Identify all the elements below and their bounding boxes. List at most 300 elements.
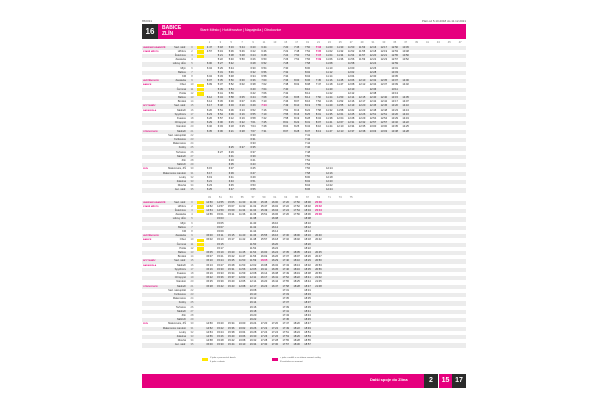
trip-number: 23	[327, 41, 331, 44]
departure-time: 6:34	[250, 75, 256, 78]
departure-time: 6:37	[228, 167, 234, 171]
departure-time: 6:55	[250, 188, 256, 192]
departure-time: 11:36	[238, 213, 246, 217]
departure-time: 5:37	[217, 83, 223, 87]
departure-time: 15:47	[260, 204, 268, 208]
departure-time: 17:30	[260, 343, 268, 347]
departure-time: 6:22	[239, 121, 245, 125]
departure-time: 12:15	[358, 96, 366, 99]
stop-name: Babice	[178, 225, 186, 229]
stop-name: Hřbitov	[177, 204, 186, 208]
departure-time: 17:24	[282, 209, 289, 212]
departure-time: 16:04	[238, 330, 246, 334]
departure-time: 14:56	[206, 335, 213, 338]
stop-km: 14	[190, 100, 194, 104]
departure-time: 15:30	[217, 267, 224, 271]
stop-km: 20	[190, 280, 194, 284]
departure-time: 21:08	[315, 284, 322, 288]
line-header	[142, 24, 466, 39]
trip-number: 1	[208, 41, 211, 44]
departure-time: 16:20	[271, 242, 279, 246]
departure-time: 12:57	[369, 121, 377, 125]
departure-time: 16:05	[260, 259, 268, 263]
departure-time: 18:22	[293, 326, 300, 330]
departure-time: 18:55	[304, 339, 311, 343]
departure-time: 18:45	[304, 318, 311, 322]
departure-time: 15:44	[227, 343, 235, 347]
stop-km: 33	[190, 180, 194, 183]
departure-time: 7:44	[283, 96, 289, 99]
departure-time: 15:00	[206, 234, 213, 238]
departure-time: 12:55	[391, 54, 398, 57]
connecting-line-badge[interactable]: 17	[452, 374, 466, 388]
departure-time: 11:44	[249, 230, 257, 233]
departure-time: 6:15	[228, 121, 234, 125]
departure-time: 17:28	[260, 339, 268, 343]
departure-time: 18:35	[304, 297, 311, 301]
departure-time: 13:50	[402, 54, 409, 57]
departure-time: 16:20	[260, 280, 268, 284]
departure-time: 8:07	[315, 121, 321, 125]
departure-time: 18:28	[293, 339, 300, 343]
departure-time: 14:57	[217, 204, 224, 208]
stop-name: Chropyně	[174, 121, 186, 125]
departure-time: 12:20	[326, 180, 333, 183]
departure-time: 16:47	[271, 284, 279, 288]
departure-time: 18:00	[293, 234, 300, 238]
stop-km: 31	[190, 326, 194, 330]
stop-km: 25	[190, 146, 194, 150]
departure-time: 12:57	[391, 58, 398, 62]
departure-time: 18:25	[293, 280, 300, 284]
departure-time: 15:42	[217, 284, 224, 288]
departure-time: 13:01	[391, 66, 398, 70]
departure-time: 12:53	[391, 49, 398, 53]
trip-number: 43	[436, 41, 440, 44]
note-line: X jede v pracovních dnech	[210, 357, 236, 359]
departure-time: 14:58	[206, 339, 213, 343]
departure-time: 15:21	[217, 255, 224, 259]
departure-time: 15:51	[260, 213, 268, 217]
departure-time: 17:49	[282, 326, 289, 330]
departure-time: 11:54	[249, 251, 257, 254]
departure-time: 18:16	[304, 234, 311, 238]
trip-number: 69	[317, 196, 320, 199]
departure-time: 6:39	[250, 154, 256, 158]
zone-label: ZLÍN	[143, 168, 148, 171]
departure-time: 6:07	[239, 100, 245, 104]
departure-time: 5:21	[217, 54, 223, 57]
departure-time: 18:18	[304, 238, 311, 242]
departure-time: 5:48	[228, 75, 234, 78]
departure-time: 17:24	[271, 330, 279, 334]
departure-time: 13:35	[391, 125, 398, 129]
departure-time: 7:46	[305, 146, 311, 150]
departure-time: 17:53	[282, 335, 289, 338]
departure-time: 16:30	[249, 335, 257, 338]
departure-time: 11:50	[347, 45, 355, 49]
departure-time: 12:08	[238, 284, 246, 288]
stop-name: Nádraží	[176, 154, 186, 158]
stop-km: 2	[191, 204, 193, 208]
departure-time: 12:14	[347, 96, 355, 99]
departure-time: 17:57	[282, 343, 289, 347]
trip-number: 5	[230, 41, 232, 44]
departure-time: 5:44	[239, 45, 245, 49]
departure-time: 6:35	[228, 163, 234, 167]
departure-time: 14:10	[402, 104, 409, 108]
stop-name: Zlín	[181, 159, 186, 162]
departure-time: 11:59	[249, 259, 257, 263]
departure-time: 13:15	[391, 96, 398, 99]
connecting-line-badge[interactable]: 15	[438, 374, 452, 388]
departure-time: 17:28	[271, 339, 279, 343]
departure-time: 17:22	[282, 204, 289, 208]
departure-time: 6:31	[250, 138, 256, 141]
departure-time: 11:50	[249, 242, 257, 246]
departure-time: 11:10	[326, 66, 333, 70]
zone-label: BABICE	[143, 239, 152, 242]
stop-km: 6	[191, 66, 193, 70]
departure-time: 7:04	[261, 87, 267, 91]
departure-time: 17:43	[282, 314, 289, 317]
departure-time: 11:34	[249, 209, 257, 212]
departure-time: 6:25	[206, 188, 212, 192]
departure-time: 16:11	[260, 267, 268, 271]
trip-number: 33	[382, 41, 386, 44]
connecting-line-badge[interactable]: 2	[424, 374, 438, 388]
departure-time: 12:02	[238, 276, 246, 280]
departure-time: 18:05	[293, 251, 300, 254]
departure-time: 15:57	[260, 238, 268, 242]
departure-time: 12:40	[380, 96, 388, 99]
departure-time: 12:20	[369, 54, 377, 57]
departure-time: 8:10	[315, 125, 321, 129]
departure-time: 11:30	[337, 45, 344, 49]
departure-time: 18:20	[293, 322, 300, 326]
departure-time: 13:00	[369, 125, 377, 129]
departure-time: 12:10	[358, 79, 366, 83]
stop-name: Brodek	[177, 100, 186, 104]
departure-time: 18:47	[304, 322, 311, 326]
stop-km: 28	[190, 314, 194, 317]
departure-time: 12:38	[369, 91, 377, 95]
departure-time: 17:26	[271, 335, 279, 338]
stop-km: 14	[190, 255, 194, 259]
departure-time: 7:54	[305, 163, 311, 167]
trip-number: 3	[219, 41, 222, 44]
zone-label: UHERSKÉ HRADIŠTĚ	[143, 201, 166, 204]
departure-time: 6:54	[261, 66, 267, 70]
departure-time: 6:35	[206, 129, 212, 133]
departure-time: 12:28	[347, 117, 355, 120]
departure-time: 16:38	[271, 272, 279, 275]
departure-time: 12:08	[249, 272, 257, 275]
departure-time: 16:00	[238, 322, 246, 326]
departure-time: 6:29	[228, 150, 234, 154]
stop-name: Čermná	[176, 87, 186, 91]
departure-time: 8:19	[294, 117, 300, 120]
departure-time: 6:27	[239, 146, 245, 150]
stop-km: 34	[190, 184, 194, 188]
stop-name: Malenovice náměstí	[162, 171, 186, 175]
departure-time: 18:07	[293, 255, 300, 259]
departure-time: 13:11	[391, 87, 398, 91]
stop-name: Aut. nádr.	[174, 343, 186, 347]
departure-time: 18:13	[293, 263, 300, 267]
departure-time: 17:37	[282, 255, 289, 259]
departure-time: 7:41	[305, 133, 311, 137]
stop-name: Kvasice	[176, 117, 186, 120]
departure-time: 15:07	[206, 255, 213, 259]
departure-time: 7:46	[283, 100, 289, 104]
departure-time: 12:17	[358, 100, 366, 104]
stop-name: Nádraží	[176, 129, 186, 133]
departure-time: 11:56	[249, 255, 257, 259]
departure-time: 20:56	[315, 267, 322, 271]
departure-time: 15:55	[260, 234, 268, 238]
departure-time: 8:31	[305, 121, 311, 125]
departure-time: 18:33	[304, 293, 311, 296]
departure-time: 12:04	[336, 117, 344, 120]
departure-time: 18:28	[293, 284, 300, 288]
stop-name: Železnice	[174, 209, 186, 212]
stop-name: Louky	[179, 330, 186, 334]
departure-time: 17:52	[293, 204, 300, 208]
departure-time: 5:36	[228, 49, 234, 53]
departure-time: 6:00	[206, 62, 212, 66]
departure-time: 16:06	[271, 213, 279, 217]
departure-time: 6:29	[206, 121, 212, 125]
trip-number: 65	[295, 196, 299, 199]
departure-time: 11:46	[249, 234, 257, 238]
departure-time: 21:02	[315, 276, 322, 280]
departure-time: 6:43	[228, 180, 234, 183]
departure-time: 7:42	[283, 91, 289, 95]
departure-time: 8:28	[294, 129, 300, 133]
departure-time: 18:41	[304, 276, 311, 280]
departure-time: 11:16	[326, 79, 333, 83]
departure-time: 11:00	[326, 45, 333, 49]
departure-time: 16:08	[238, 339, 246, 343]
departure-time: 6:41	[228, 175, 234, 179]
departure-time: 15:19	[206, 272, 213, 275]
departure-time: 5:41	[217, 91, 223, 95]
zone-label: STARÉ MĚSTO	[143, 50, 159, 53]
departure-time: 11:56	[238, 267, 246, 271]
stop-name: Babice	[178, 96, 186, 99]
stop-km: 33	[190, 335, 194, 338]
validity-text: Platí od 5.10.2018 do 11.12.2021	[421, 19, 466, 23]
departure-time: 12:35	[380, 79, 388, 83]
departure-time: 11:58	[337, 108, 344, 112]
departure-time: 13:03	[380, 129, 388, 133]
departure-time: 13:52	[402, 58, 409, 62]
departure-time: 5:48	[217, 104, 223, 108]
stop-km: 0	[191, 200, 193, 204]
departure-time: 12:12	[347, 91, 355, 95]
departure-time: 14:54	[206, 209, 213, 212]
departure-time: 11:02	[326, 49, 333, 53]
departure-time: 4:57	[206, 49, 212, 53]
stop-km: 18	[190, 117, 194, 120]
departure-time: 7:52	[305, 159, 311, 162]
departure-time: 17:35	[282, 297, 289, 301]
departure-time: 12:51	[380, 112, 388, 116]
departure-time: 12:16	[326, 171, 333, 175]
departure-time: 12:10	[347, 87, 355, 91]
departure-time: 8:14	[305, 96, 311, 99]
departure-time: 11:45	[337, 79, 344, 83]
departure-time: 5:33	[228, 45, 234, 49]
departure-time: 8:00	[294, 79, 300, 83]
departure-time: 7:32	[283, 70, 289, 74]
departure-time: 14:25	[402, 125, 409, 129]
departure-time: 16:16	[271, 234, 279, 238]
departure-time: 6:52	[261, 62, 267, 66]
departure-time: 16:18	[271, 238, 279, 242]
departure-time: 11:47	[337, 83, 344, 87]
departure-time: 12:29	[358, 117, 366, 120]
departure-time: 7:07	[250, 129, 256, 133]
departure-time: 12:21	[380, 54, 388, 57]
departure-time: 13:09	[391, 83, 398, 87]
departure-time: 18:29	[304, 259, 311, 263]
departure-time: 6:04	[206, 66, 212, 70]
departure-time: 18:14	[304, 230, 311, 233]
departure-time: 12:07	[336, 121, 344, 125]
departure-time: 8:02	[305, 70, 311, 74]
departure-time: 6:17	[206, 171, 212, 175]
stop-km: 27	[190, 154, 194, 158]
departure-time: 18:39	[304, 305, 311, 309]
departure-time: 7:24	[283, 54, 289, 57]
stop-km: 23	[190, 293, 194, 296]
departure-time: 21:05	[315, 280, 322, 284]
departure-time: 12:17	[249, 284, 257, 288]
departure-time: 11:36	[337, 58, 344, 62]
departure-time: 16:24	[249, 322, 257, 326]
departure-time: 18:41	[304, 309, 311, 313]
departure-time: 6:46	[261, 49, 267, 53]
stop-km: 7	[191, 225, 193, 229]
departure-time: 11:36	[249, 213, 257, 217]
departure-time: 7:26	[283, 58, 289, 62]
departure-time: 15:10	[206, 259, 213, 263]
departure-time: 11:52	[347, 49, 355, 53]
departure-time: 8:02	[305, 180, 311, 183]
departure-time: 11:50	[337, 96, 344, 99]
departure-time: 11:45	[238, 251, 246, 254]
departure-time: 12:22	[326, 184, 333, 188]
departure-time: 14:07	[402, 100, 409, 104]
departure-time: 7:28	[261, 125, 267, 129]
departure-time: 6:27	[217, 150, 223, 154]
zone-label: NAPAJEDLA	[143, 109, 157, 112]
departure-time: 18:16	[293, 267, 300, 271]
departure-time: 16:16	[249, 305, 257, 309]
zone-label: NAPAJEDLA	[143, 264, 157, 267]
zone-label: ZLÍN	[143, 323, 148, 326]
departure-time: 6:36	[250, 79, 256, 83]
departure-time: 18:22	[293, 276, 300, 280]
stop-name: Malenovice	[172, 142, 186, 146]
stop-name: KM	[182, 230, 186, 233]
departure-time: 17:58	[282, 284, 289, 288]
departure-time: 17:41	[282, 309, 289, 313]
departure-time: 7:19	[261, 112, 267, 116]
trip-number: 45	[447, 41, 451, 44]
departure-time: 15:09	[217, 230, 224, 233]
departure-time: 16:17	[260, 276, 268, 280]
departure-time: 7:38	[283, 83, 289, 87]
departure-time: 16:00	[260, 251, 268, 254]
departure-time: 12:17	[380, 45, 388, 49]
departure-time: 6:51	[250, 180, 256, 183]
departure-time: 13:07	[391, 79, 398, 83]
stop-km: 11	[190, 87, 194, 91]
stop-km: 3	[191, 209, 193, 212]
departure-time: 15:22	[206, 276, 213, 280]
departure-time: 7:13	[261, 104, 267, 108]
stop-km: 12	[190, 246, 194, 250]
departure-time: 11:42	[238, 238, 246, 242]
departure-time: 6:09	[228, 112, 234, 116]
departure-time: 11:29	[326, 104, 333, 108]
departure-time: 11:18	[326, 83, 333, 87]
departure-time: 6:33	[250, 142, 256, 146]
departure-time: 6:40	[250, 87, 256, 91]
departure-time: 15:30	[217, 343, 224, 347]
departure-time: 12:06	[347, 79, 355, 83]
departure-time: 7:35	[315, 49, 322, 53]
zone-label: OTROKOVICE	[143, 285, 158, 288]
departure-time: 15:17	[227, 238, 235, 242]
departure-time: 12:50	[391, 45, 398, 49]
departure-time: 14:16	[402, 112, 409, 116]
departure-time: 12:04	[347, 75, 355, 78]
departure-time: 18:04	[304, 209, 311, 212]
departure-time: 17:47	[282, 322, 289, 326]
stop-name: Čermná	[176, 242, 186, 246]
departure-time: 7:39	[315, 58, 322, 62]
stop-km: 2	[191, 49, 193, 53]
departure-time: 15:40	[227, 280, 235, 284]
departure-time: 12:42	[369, 100, 377, 104]
departure-time: 12:36	[369, 87, 377, 91]
departure-time: 7:02	[261, 83, 267, 87]
departure-time: 5:19	[217, 49, 223, 53]
departure-time: 17:32	[282, 238, 289, 242]
departure-time: 11:52	[249, 246, 257, 250]
departure-time: 7:54	[305, 54, 311, 57]
departure-time: 14:05	[402, 96, 409, 99]
departure-time: 13:05	[391, 75, 398, 78]
departure-time: 11:30	[238, 200, 246, 204]
departure-time: 8:13	[315, 129, 321, 133]
departure-time: 17:46	[282, 267, 289, 271]
stop-name: Kvítkovice	[174, 293, 186, 296]
trip-number: 31	[371, 41, 375, 44]
departure-time: 17:39	[282, 305, 289, 309]
departure-time: 8:06	[305, 79, 311, 83]
departure-time: 15:24	[217, 259, 224, 263]
departure-time: 5:31	[217, 70, 223, 74]
departure-time: 5:54	[217, 112, 223, 116]
stop-name: Sad. nástupiště	[168, 133, 186, 137]
departure-time: 8:04	[305, 184, 311, 188]
zone-label: STARÉ MĚSTO	[143, 205, 159, 208]
